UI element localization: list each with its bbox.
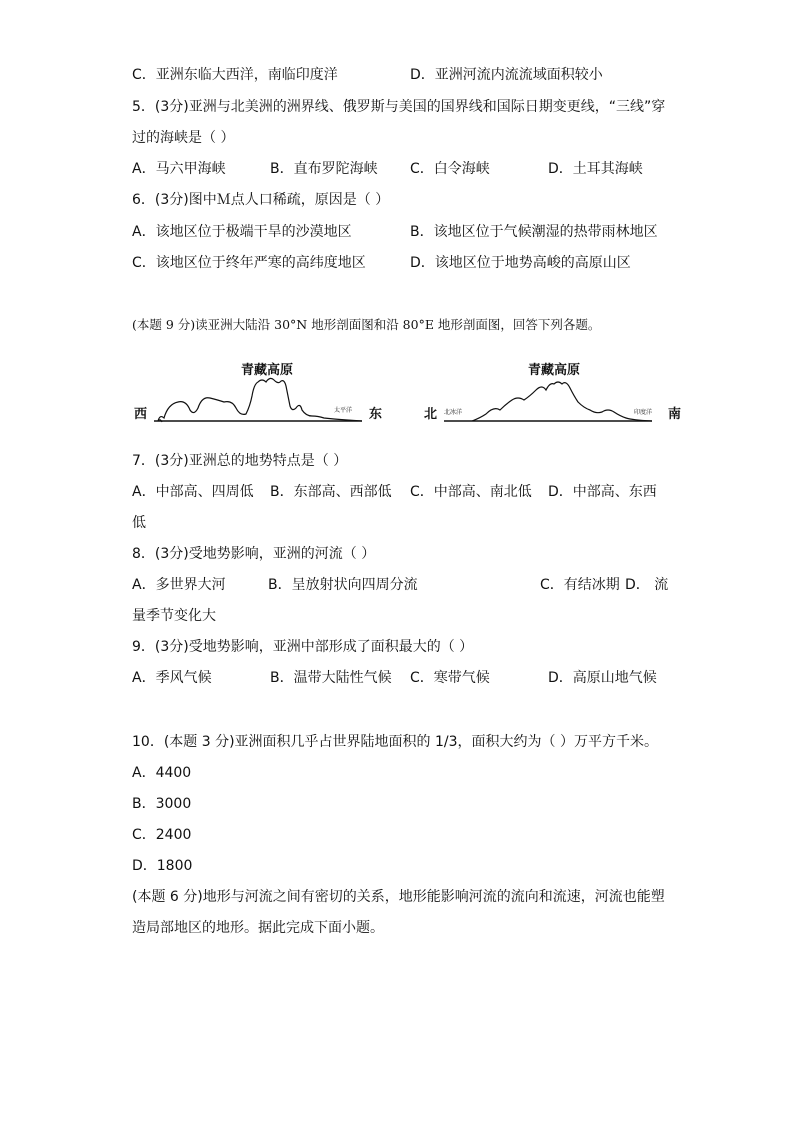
q5-option-d: D．土耳其海峡 [548, 161, 643, 177]
profile-30n-terrain [158, 378, 362, 421]
q7-option-a: A．中部高、四周低 [132, 484, 254, 500]
q4-option-d: D．亚洲河流内流流域面积较小 [410, 67, 603, 83]
q6-option-b: B．该地区位于气候潮湿的热带雨林地区 [410, 224, 658, 240]
closing-intro-line2: 造局部地区的地形。据此完成下面小题。 [132, 920, 384, 936]
q4-option-c: C．亚洲东临大西洋，南临印度洋 [132, 67, 338, 83]
q8-option-a: A．多世界大河 [132, 577, 226, 593]
q8-option-d: D． 流 [625, 577, 669, 593]
profile-80e-title: 青藏高原 [528, 363, 581, 378]
profile-30n-figure [128, 356, 388, 432]
profile-30n-west-label: 西 [134, 407, 148, 422]
q5-option-a: A．马六甲海峡 [132, 161, 226, 177]
profile-80e-terrain [472, 382, 652, 421]
q9-option-c: C．寒带气候 [410, 670, 490, 686]
q7-option-d-cont: 低 [132, 515, 146, 531]
q6-option-c: C．该地区位于终年严寒的高纬度地区 [132, 255, 366, 271]
q7-option-d: D．中部高、东西 [548, 484, 657, 500]
q10-option-d: D．1800 [132, 858, 193, 874]
q5-option-c: C．白令海峡 [410, 161, 490, 177]
q9-option-d: D．高原山地气候 [548, 670, 657, 686]
q5-option-b: B．直布罗陀海峡 [270, 161, 378, 177]
q7-option-b: B．东部高、西部低 [270, 484, 392, 500]
q9-stem: 9．(3分)受地势影响，亚洲中部形成了面积最大的（ ） [132, 639, 474, 655]
q5-stem-line2: 过的海峡是（ ） [132, 130, 235, 146]
profile-30n-ocean-label: 太平洋 [334, 407, 353, 414]
group-intro: (本题 9 分)读亚洲大陆沿 30°N 地形剖面图和沿 80°E 地形剖面图，回答下列各题。 [132, 317, 601, 332]
q6-stem: 6．(3分)图中Ｍ点人口稀疏，原因是（ ） [132, 192, 390, 208]
q9-option-a: A．季风气候 [132, 670, 212, 686]
profile-80e-figure [420, 356, 690, 432]
q10-stem: 10．(本题 3 分)亚洲面积几乎占世界陆地面积的 1/3，面积大约为（ ）万平方千米。 [132, 734, 658, 750]
q10-option-c: C．2400 [132, 827, 192, 843]
profile-80e-south-label: 南 [668, 407, 682, 422]
profile-80e-north-label: 北 [424, 407, 438, 422]
q10-option-b: B．3000 [132, 796, 192, 812]
q7-option-c: C．中部高、南北低 [410, 484, 532, 500]
q6-option-a: A．该地区位于极端干旱的沙漠地区 [132, 224, 352, 240]
q8-stem: 8．(3分)受地势影响，亚洲的河流（ ） [132, 546, 376, 562]
profile-80e-indian-label: 印度洋 [634, 409, 653, 416]
closing-intro-line1: (本题 6 分)地形与河流之间有密切的关系，地形能影响河流的流向和流速，河流也能塑 [132, 889, 665, 905]
q5-stem-line1: 5．(3分)亚洲与北美洲的洲界线、俄罗斯与美国的国界线和国际日期变更线，“三线”穿 [132, 99, 666, 115]
profile-30n-title: 青藏高原 [241, 363, 294, 378]
q7-stem: 7．(3分)亚洲总的地势特点是（ ） [132, 453, 348, 469]
q8-option-d-cont: 量季节变化大 [132, 608, 216, 624]
profile-80e-arctic-label: 北冰洋 [444, 409, 463, 416]
q10-option-a: A．4400 [132, 765, 192, 781]
profile-30n-east-label: 东 [369, 407, 383, 422]
q6-option-d: D．该地区位于地势高峻的高原山区 [410, 255, 631, 271]
q8-option-c: C．有结冰期 [540, 577, 620, 593]
q9-option-b: B．温带大陆性气候 [270, 670, 392, 686]
q8-option-b: B．呈放射状向四周分流 [268, 577, 418, 593]
